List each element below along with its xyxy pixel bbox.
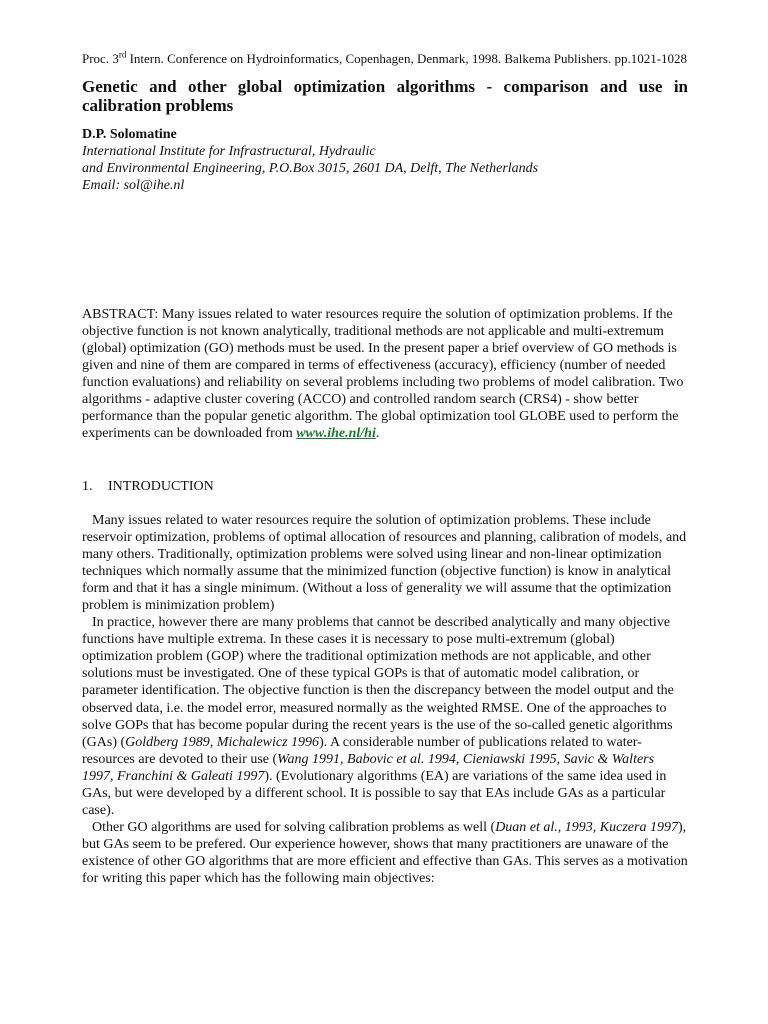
abstract-end: . (375, 426, 380, 442)
abstract-text: ABSTRACT: Many issues related to water resources require the solution of optimization problems. If the objective function is not known analytically, traditional methods are not applicable and multi-extremum (global) optimization (GO) methods must be used. In the present paper a brief overview of GO methods is given and nine of them are compared in terms of effectiveness (accuracy), efficiency (number of needed function evaluations) and reliability on several problems including two problems of model calibration. Two algorithms - adaptive cluster covering (ACCO) and controlled random search (CRS4) - show better performance than the popular genetic algorithm. The global optimization tool GLOBE used to perform the experiments can be downloaded from (82, 307, 684, 442)
download-link[interactable]: www.ihe.nl/hi (296, 426, 376, 442)
paragraph-3-text-a: Other GO algorithms are used for solving calibration problems as well ( (92, 819, 496, 835)
affiliation-line-2: and Environmental Engineering, P.O.Box 3015, 2601 DA, Delft, The Netherlands (82, 161, 539, 176)
citation-wang: Wang 1991, Babovic et al. 1994, Cieniawski 1995, Savic & Walters 1997, Franchini & Galeati 1997 (82, 751, 655, 784)
abstract (82, 306, 688, 442)
paper-title: Genetic and other global optimization algorithms - comparison and use in calibration problems (82, 77, 688, 115)
paragraph-2-text-b: ). A considerable number of publications related to water-resources are devoted to their use ( (82, 734, 642, 767)
citation-goldberg: Goldberg 1989, Michalewicz 1996 (125, 734, 320, 750)
paragraph-3-text-b: ), but GAs seem to be prefered. Our experience however, shows that many practitioners are unaware of the existence of other GO algorithms that are more efficient and effective than GAs. This serves as a motivation for writing this paper which has the following main objectives: (82, 819, 688, 886)
section-number: 1. (82, 479, 93, 494)
citation-suffix: Intern. Conference on Hydroinformatics, Copenhagen, Denmark, 1998. Balkema Publishers. pp.1021-1028 (126, 51, 688, 66)
affiliation-line-1: International Institute for Infrastructural, Hydraulic (82, 144, 376, 159)
citation-duan: Duan et al., 1993, Kuczera 1997 (495, 819, 678, 835)
paragraph-2-text-c: ). (Evolutionary algorithms (EA) are variations of the same idea used in GAs, but were developed by a different school. It is possible to say that EAs include GAs as a particular case). (82, 768, 667, 818)
citation-prefix: Proc. 3 (82, 51, 119, 66)
author-name: D.P. Solomatine (82, 127, 177, 142)
paragraph-3 (82, 819, 688, 887)
conference-citation (82, 51, 687, 67)
paragraph-1-text: Many issues related to water resources require the solution of optimization problems. These include reservoir optimization, problems of optimal allocation of resources and planning, calibration of models, and many others. Traditionally, optimization problems were solved using linear and non-linear optimization techniques which normally assume that the minimized function (objective function) is know in analytical form and that it has a single minimum. (Without a loss of generality we will assume that the optimization problem is minimization problem) (82, 513, 687, 614)
introduction-body (82, 512, 688, 887)
paragraph-2 (82, 614, 688, 819)
section-title: INTRODUCTION (108, 479, 214, 494)
paragraph-1 (82, 512, 688, 614)
section-heading (82, 479, 214, 495)
paragraph-2-text-a: In practice, however there are many problems that cannot be described analytically and many objective functions have multiple extrema. In these cases it is necessary to pose multi-extremum (global) optimization problem (GOP) where the traditional optimization methods are not applicable, and other solutions must be investigated. One of these typical GOPs is that of automatic model calibration, or parameter identification. The objective function is then the discrepancy between the model output and the observed data, i.e. the model error, measured normally as the weighted RMSE. One of the approaches to solve GOPs that has become popular during the recent years is the use of the so-called genetic algorithms (GAs) ( (82, 615, 674, 750)
affiliation-email: Email: sol@ihe.nl (82, 178, 185, 193)
author-affiliation (82, 143, 538, 194)
citation-superscript: rd (118, 49, 127, 60)
